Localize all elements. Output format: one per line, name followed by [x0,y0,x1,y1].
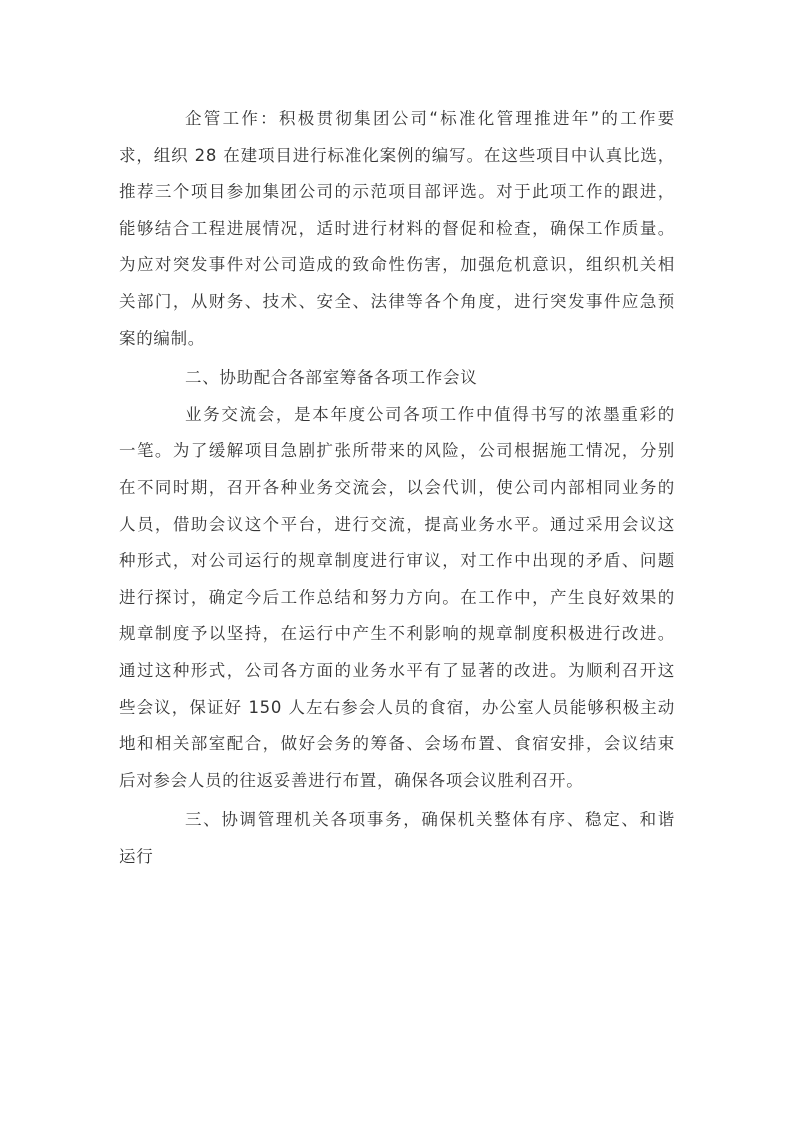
text-line: 为应对突发事件对公司造成的致命性伤害，加强危机意识，组织机关相 [119,255,675,275]
section-heading-2 [119,360,675,397]
text-line: 求，组织 28 在建项目进行标准化案例的编写。在这些项目中认真比选， [119,145,675,165]
text-line: 种形式，对公司运行的规章制度进行审议，对工作中出现的矛盾、问题 [119,551,675,571]
heading-text: 三、协调管理机关各项事务，确保机关整体有序、稳定、和谐 [185,810,675,830]
text-line: 通过这种形式，公司各方面的业务水平有了显著的改进。为顺利召开这 [119,660,675,680]
text-line: 些会议，保证好 150 人左右参会人员的食宿，办公室人员能够积极主动 [119,697,675,717]
text-line: 地和相关部室配合，做好会务的筹备、会场布置、食宿安排，会议结束 [119,734,675,754]
text-line: 在不同时期，召开各种业务交流会，以会代训，使公司内部相同业务的 [119,477,675,497]
text-line: 推荐三个项目参加集团公司的示范项目部评选。对于此项工作的跟进， [119,182,675,202]
document-page [119,101,675,875]
text-line: 企管工作：积极贯彻集团公司“标准化管理推进年”的工作要 [185,109,675,128]
text-line: 规章制度予以坚持，在运行中产生不利影响的规章制度积极进行改进。 [119,624,675,644]
text-line: 一笔。为了缓解项目急剧扩张所带来的风险，公司根据施工情况，分别 [119,441,675,461]
text-line: 关部门，从财务、技术、安全、法律等各个角度，进行突发事件应急预 [119,291,675,311]
heading-text: 二、协助配合各部室筹备各项工作会议 [185,368,478,388]
text-line: 案的编制。 [119,328,205,348]
text-line: 后对参会人员的往返妥善进行布置，确保各项会议胜利召开。 [119,770,584,790]
paragraph-enterprise-management [119,101,675,357]
section-heading-3 [119,802,675,875]
text-line: 业务交流会，是本年度公司各项工作中值得书写的浓墨重彩的 [185,404,675,424]
paragraph-business-meetings [119,397,675,800]
text-line: 能够结合工程进展情况，适时进行材料的督促和检查，确保工作质量。 [119,218,675,238]
text-line: 进行探讨，确定今后工作总结和努力方向。在工作中，产生良好效果的 [119,587,675,607]
heading-text: 运行 [119,846,154,866]
text-line: 人员，借助会议这个平台，进行交流，提高业务水平。通过采用会议这 [119,514,675,534]
